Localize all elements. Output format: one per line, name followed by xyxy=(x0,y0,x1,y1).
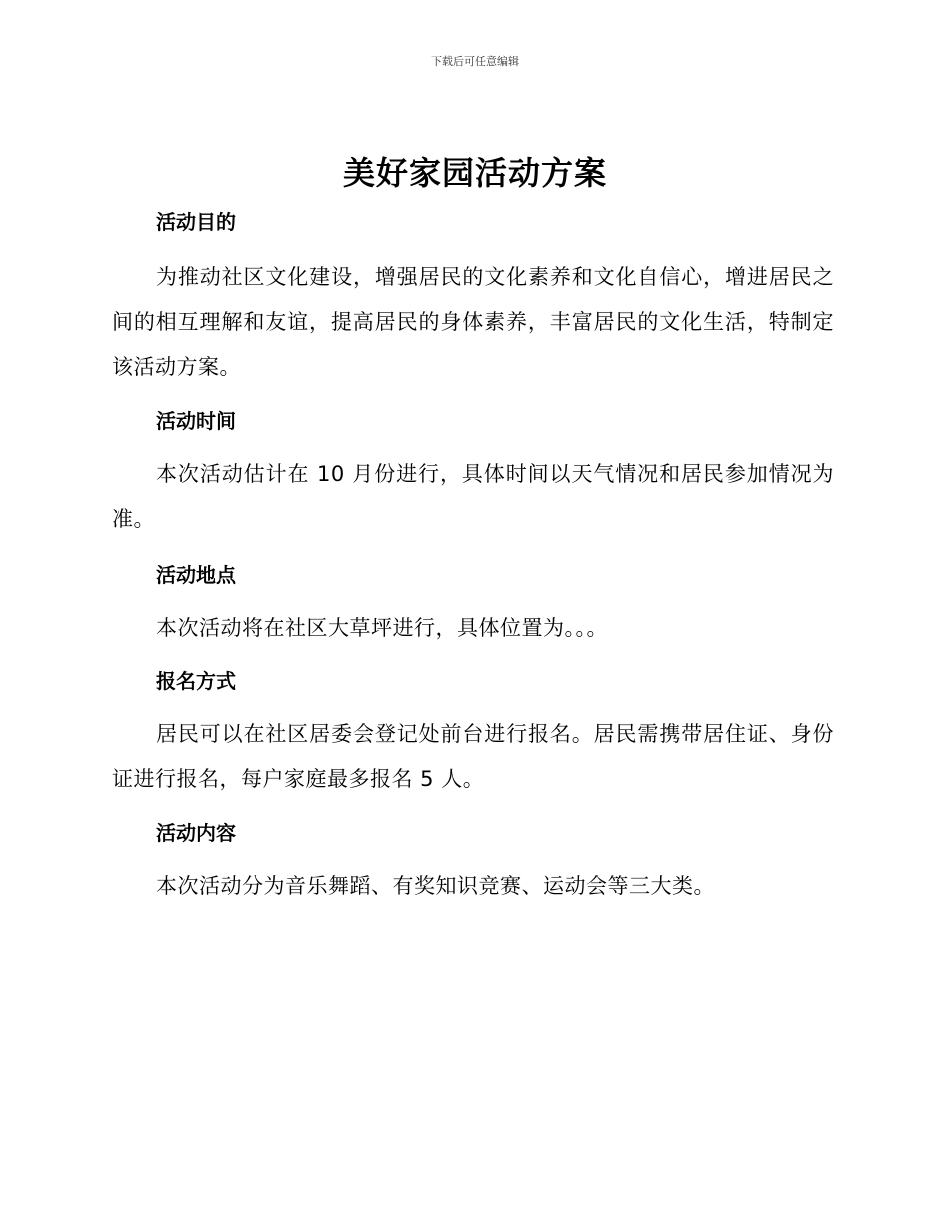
section-heading: 活动时间 xyxy=(156,409,236,433)
section-heading: 活动内容 xyxy=(156,821,236,845)
section-heading: 活动地点 xyxy=(156,563,236,587)
section-location xyxy=(112,556,834,651)
section-body: 居民可以在社区居委会登记处前台进行报名。居民需携带居住证、身份证进行报名，每户家庭最多报名 5 人。 xyxy=(112,722,834,791)
document-title: 美好家园活动方案 xyxy=(342,154,607,192)
header-note: 下载后可任意编辑 xyxy=(431,55,519,68)
section-heading: 活动目的 xyxy=(156,210,236,234)
section-content xyxy=(112,814,834,909)
section-heading: 报名方式 xyxy=(156,669,236,693)
section-body: 本次活动分为音乐舞蹈、有奖知识竞赛、运动会等三大类。 xyxy=(156,874,715,898)
section-time xyxy=(112,402,834,542)
section-registration xyxy=(112,662,834,802)
document-content xyxy=(112,203,834,909)
section-body: 本次活动估计在 10 月份进行，具体时间以天气情况和居民参加情况为准。 xyxy=(112,462,834,531)
section-body: 本次活动将在社区大草坪进行，具体位置为。。。 xyxy=(156,616,608,640)
section-body: 为推动社区文化建设，增强居民的文化素养和文化自信心，增进居民之间的相互理解和友谊，提高居民的身体素养，丰富居民的文化生活，特制定该活动方案。 xyxy=(112,265,834,379)
section-purpose xyxy=(112,203,834,390)
